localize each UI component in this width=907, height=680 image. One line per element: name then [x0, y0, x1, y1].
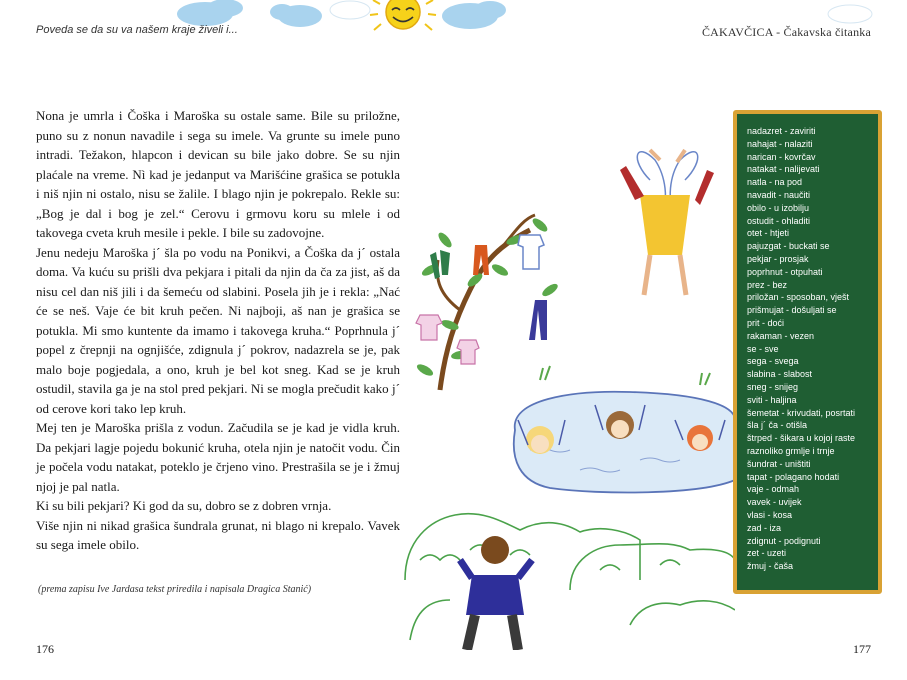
glossary-entry: natakat - nalijevati: [747, 164, 820, 175]
glossary-entry: sviti - haljina: [747, 394, 797, 405]
shrub-outline: [405, 514, 735, 640]
glossary-entry: vaje - odmah: [747, 484, 800, 495]
glossary-entry: obilo - u izobilju: [747, 202, 810, 213]
running-header-left: Poveda se da su va našem kraje živeli i...: [36, 24, 238, 36]
glossary-entry: štrped - šikara u kojoj raste: [747, 433, 856, 444]
running-header-right: ČAKAVČICA - Čakavska čitanka: [701, 25, 871, 39]
glossary-entry: šemetat - krivudati, posrtati: [747, 407, 856, 418]
glossary-entry: natla - na pod: [747, 177, 803, 188]
glossary-entry: zdignut - podignuti: [747, 535, 821, 546]
glossary-entry: vavek - uvijek: [747, 497, 802, 508]
sun-icon: [370, 0, 436, 30]
story-paragraph: Više njin ni nikad grašica šundrala grunat, ni blago ni krepalo. Vavek su sega imele obilo.: [36, 517, 400, 552]
glossary-entry: rakaman - vezen: [747, 330, 815, 341]
glossary-entry: žmuj - čaša: [747, 561, 794, 572]
glossary-entry: se - sve: [747, 343, 779, 354]
glossary-entry: raznoliko grmlje i trnje: [747, 445, 835, 456]
glossary-entry: prit - doći: [747, 317, 785, 328]
story-illustration: [400, 120, 735, 650]
glossary-entry: ostudit - ohladiti: [747, 215, 811, 226]
glossary-entry: poprhnut - otpuhati: [747, 266, 823, 277]
story-paragraph: Ki su bili pekjari? Ki god da su, dobro se z dobren vrnja.: [36, 498, 332, 513]
glossary-entry: pekjar - prosjak: [747, 253, 809, 264]
boy-figure: [460, 536, 532, 650]
glossary-entry: sneg - snijeg: [747, 381, 799, 392]
story-paragraph: Mej ten je Maroška prišla z vodun. Začudila se je kad je vidla kruh. Da pekjari lagje pojedu bokunić kruha, otela njin je natočit vodu. Čin je počela vodu natakat, poteklo je črjeno vino. Prestrašila se je i žmuj njoj je pal natla.: [36, 420, 400, 494]
pool-with-bathers: [514, 366, 735, 493]
glossary-entry: navadit - naučiti: [747, 189, 811, 200]
glossary-entry: šla j´ ča - otišla: [747, 420, 808, 431]
story-text: [36, 106, 400, 555]
glossary-entry: vlasi - kosa: [747, 509, 793, 520]
glossary-entry: prišmujat - došuljati se: [747, 305, 837, 316]
glossary-entry: zad - iza: [747, 522, 782, 533]
glossary-entry: tapat - polagano hodati: [747, 471, 840, 482]
glossary-entry: otet - htjeti: [747, 228, 790, 239]
glossary-entry: zet - uzeti: [747, 548, 787, 559]
glossary-entry: pajuzgat - buckati se: [747, 241, 830, 252]
page-number-right: 177: [853, 642, 871, 656]
tree-with-clothes: [415, 215, 559, 390]
glossary-entry: slabina - slabost: [747, 369, 813, 380]
glossary-entry: nadazret - zaviriti: [747, 126, 816, 136]
glossary-entry: sega - svega: [747, 356, 799, 367]
angel-figure: [620, 150, 714, 295]
glossary-board: [733, 110, 882, 594]
source-note: (prema zapisu Ive Jardasa tekst priredila i napisala Dragica Stanić): [38, 584, 312, 595]
glossary-entry: narican - kovrčav: [747, 151, 816, 162]
story-paragraph: Nona je umrla i Čoška i Maroška su ostale same. Bile su priložne, puno su z nonun navadile i sega su imele. Va grunte su imele puno intradi. Težakon, hlapcon i devican su bile jako dobre. Se su njin plaćale na vreme. Nì kad je jedanput va Marišćine grašica se potukla i niš njin ni ostalo, nisu se žalile. I blago njin je pokrepalo. Rekle su: „Bog je dal i bog je zel.“ Cerovu i grmovu koru su mlele i od takovega cveta kruh mesile i pekle. I bile su zadovojne.: [36, 108, 400, 240]
glossary-entry: nahajat - nalaziti: [747, 138, 813, 149]
glossary-entry: priložan - sposoban, vješt: [747, 292, 850, 303]
glossary-entry: šundrat - uništiti: [747, 458, 811, 469]
glossary-entry: prez - bez: [747, 279, 788, 290]
glossary-list: [747, 125, 870, 573]
page-number-left: 176: [36, 642, 54, 656]
story-paragraph: Jenu nedeju Maroška j´ šla po vodu na Ponikvi, a Čoška da j´ ostala doma. Va kuću su prišli dva pekjara i pitali da njin da ča za jist, aš da nisu cel dan niš jili i da šemeću od slabini. Posela jih je i rekla: „Nać će se neš. Vaje će bit kruh pečen. Ni najboji, aš nan je grašica se potukla. Mi smo kuntente da imamo i takovega kruha.“ Poprhnula j´ popel z črepnji na ognjišće, zdignula j´ pokrov, nadazrela se je, pak malo boje pogjedala, a ono, kruh je bel kot sneg. Kad se je kruh ostudil, stavila ga je na stol pred pekjari. Ni se mogla prečudit kako j´ od cerove kori tako lep kruh.: [36, 244, 400, 416]
